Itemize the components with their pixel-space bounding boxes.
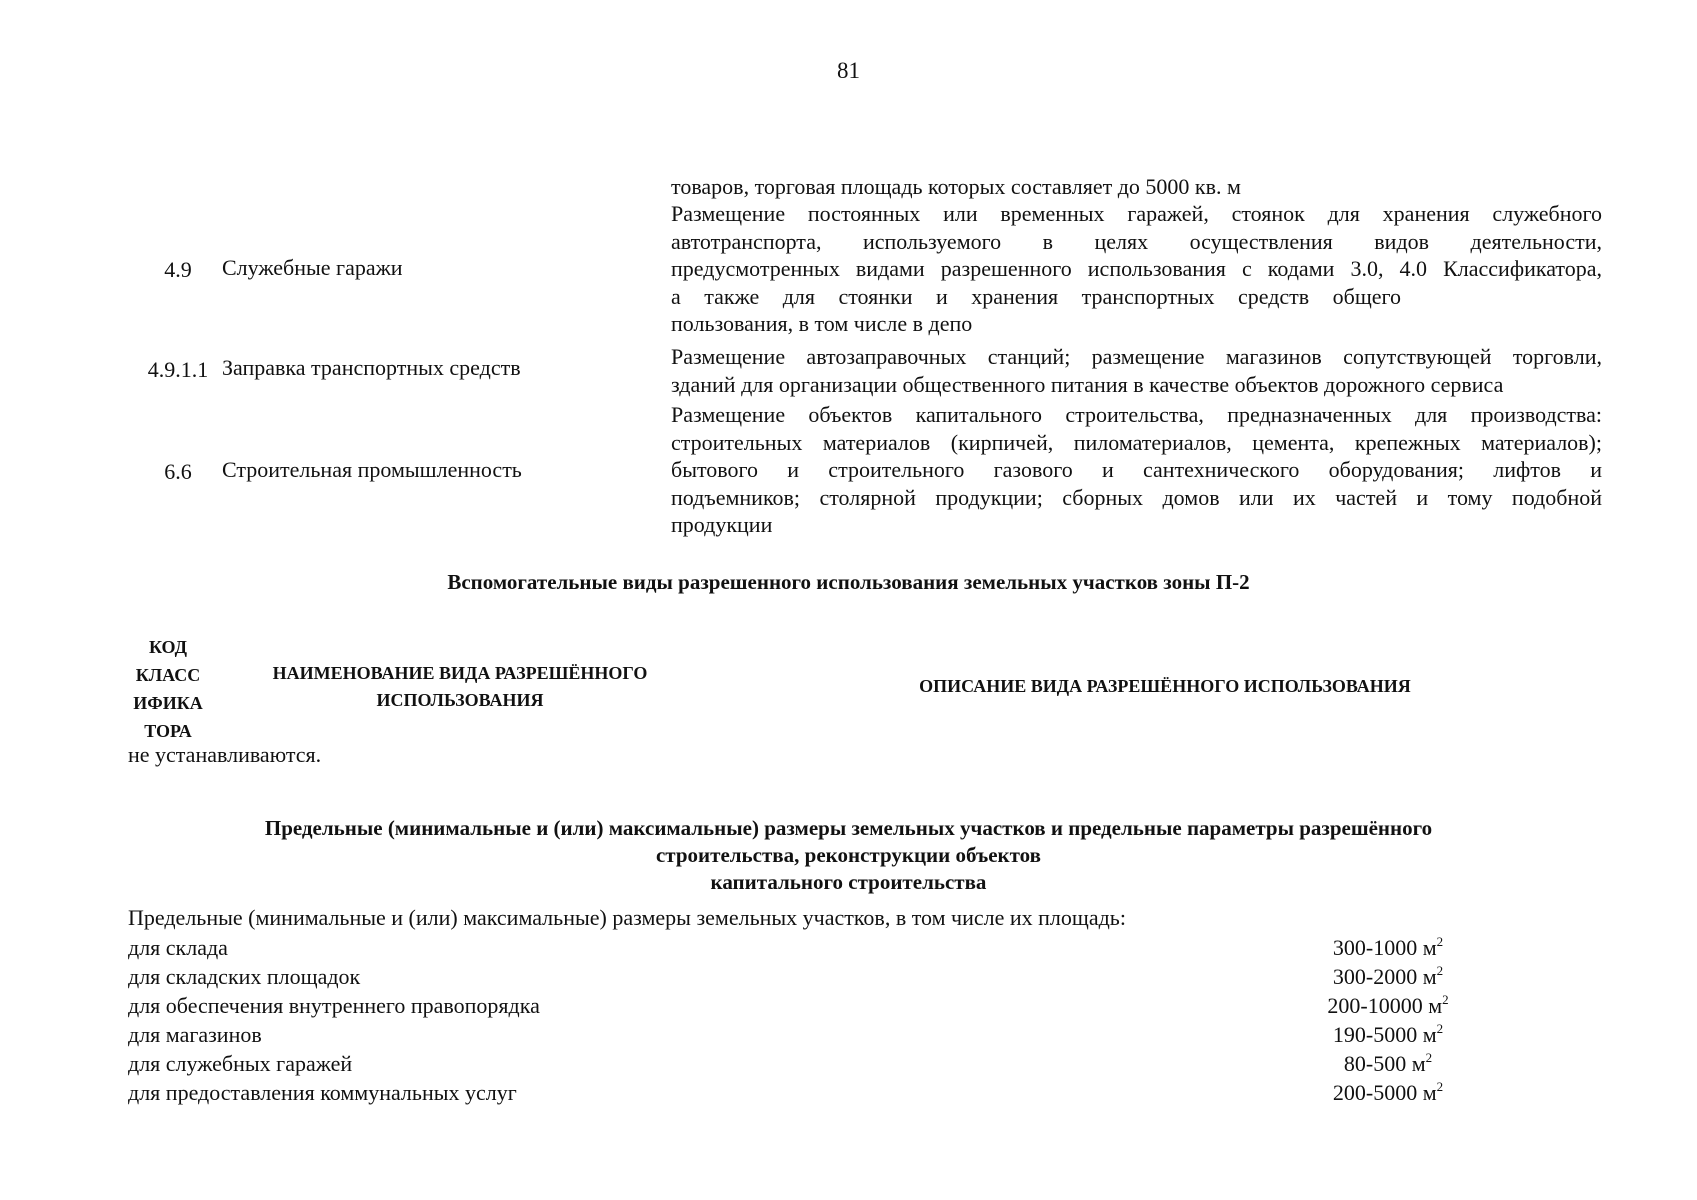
- list-item: [128, 1080, 1488, 1109]
- row-code: 4.9.1.1: [147, 357, 209, 382]
- limit-value: 200-10000 $м^2$: [1327, 992, 1449, 1018]
- row-name: Строительная промышленность: [222, 457, 522, 482]
- row-code: 4.9: [164, 257, 192, 282]
- row-description: [671, 200, 1602, 338]
- row-description: [671, 343, 1602, 398]
- aux-heading: Вспомогательные виды разрешенного использования земельных участков зоны П-2: [447, 570, 1250, 594]
- row-name: Служебные гаражи: [222, 255, 403, 280]
- header-line: КОД: [148, 637, 188, 657]
- heading-line: капитального строительства: [710, 870, 987, 894]
- limit-value: 300-2000 $м^2$: [1332, 963, 1444, 989]
- desc-line: а также для стоянки и хранения транспортных средств общего: [671, 283, 1401, 309]
- desc-line: бытового и строительного газового и сантехнического оборудования; лифтов и: [671, 457, 1602, 482]
- column-header-description: ОПИСАНИЕ ВИДА РАЗРЕШЁННОГО ИСПОЛЬЗОВАНИЯ: [919, 676, 1411, 696]
- header-line: ИФИКА: [133, 693, 203, 713]
- header-line: НАИМЕНОВАНИЕ ВИДА РАЗРЕШЁННОГО: [272, 663, 648, 683]
- row-name: Заправка транспортных средств: [222, 355, 521, 380]
- column-header-name: [250, 660, 670, 714]
- list-item: [128, 993, 1488, 1022]
- desc-line: Размещение объектов капитального строительства, предназначенных для производства:: [671, 402, 1602, 427]
- page-number: 81: [837, 58, 860, 83]
- row-description: [671, 401, 1602, 539]
- list-item: [128, 964, 1488, 993]
- limit-label: для предоставления коммунальных услуг: [128, 1080, 517, 1105]
- desc-line: пользования, в том числе в депо: [671, 311, 973, 336]
- desc-line: подъемников; столярной продукции; сборных домов или их частей и тому подобной: [671, 484, 1602, 510]
- limit-value: 300-1000 $м^2$: [1332, 934, 1444, 960]
- limit-label: для обеспечения внутреннего правопорядка: [128, 993, 540, 1018]
- desc-line: продукции: [671, 512, 773, 537]
- heading-line: строительства, реконструкции объектов: [655, 843, 1042, 867]
- aux-note: не устанавливаются.: [128, 742, 322, 767]
- limit-value: 80-500 $м^2$: [1343, 1050, 1433, 1076]
- limit-label: для склада: [128, 935, 228, 960]
- list-item: [128, 935, 1488, 964]
- desc-line: зданий для организации общественного питания в качестве объектов дорожного сервиса: [671, 371, 1504, 397]
- limit-value: 200-5000 $м^2$: [1332, 1079, 1444, 1105]
- limit-value: 190-5000 $м^2$: [1332, 1021, 1444, 1047]
- limit-label: для магазинов: [128, 1022, 262, 1047]
- limit-label: для складских площадок: [128, 964, 361, 989]
- desc-line: Размещение постоянных или временных гаражей, стоянок для хранения служебного: [671, 201, 1602, 226]
- limit-label: для служебных гаражей: [128, 1051, 353, 1076]
- header-line: КЛАСС: [135, 665, 201, 685]
- limits-heading: [0, 815, 1697, 896]
- list-item: [128, 1051, 1488, 1080]
- header-line: ТОРА: [144, 721, 192, 741]
- desc-line: Размещение автозаправочных станций; размещение магазинов сопутствующей торговли,: [671, 344, 1602, 369]
- desc-line: автотранспорта, используемого в целях осуществления видов деятельности,: [671, 228, 1602, 254]
- header-line: ИСПОЛЬЗОВАНИЯ: [376, 690, 544, 710]
- limits-intro: Предельные (минимальные и (или) максимальные) размеры земельных участков, в том числе их площадь:: [128, 905, 1126, 930]
- column-header-code: [120, 633, 216, 745]
- desc-line: строительных материалов (кирпичей, пиломатериалов, цемента, крепежных материалов);: [671, 429, 1602, 455]
- row-code: 6.6: [164, 459, 192, 484]
- heading-line: Предельные (минимальные и (или) максимальные) размеры земельных участков и предельные параметры разрешённого: [264, 816, 1433, 840]
- desc-line: предусмотренных видами разрешенного использования с кодами 3.0, 4.0 Классификатора,: [671, 256, 1602, 281]
- continuation-text: товаров, торговая площадь которых составляет до 5000 кв. м: [671, 174, 1241, 199]
- list-item: [128, 1022, 1488, 1051]
